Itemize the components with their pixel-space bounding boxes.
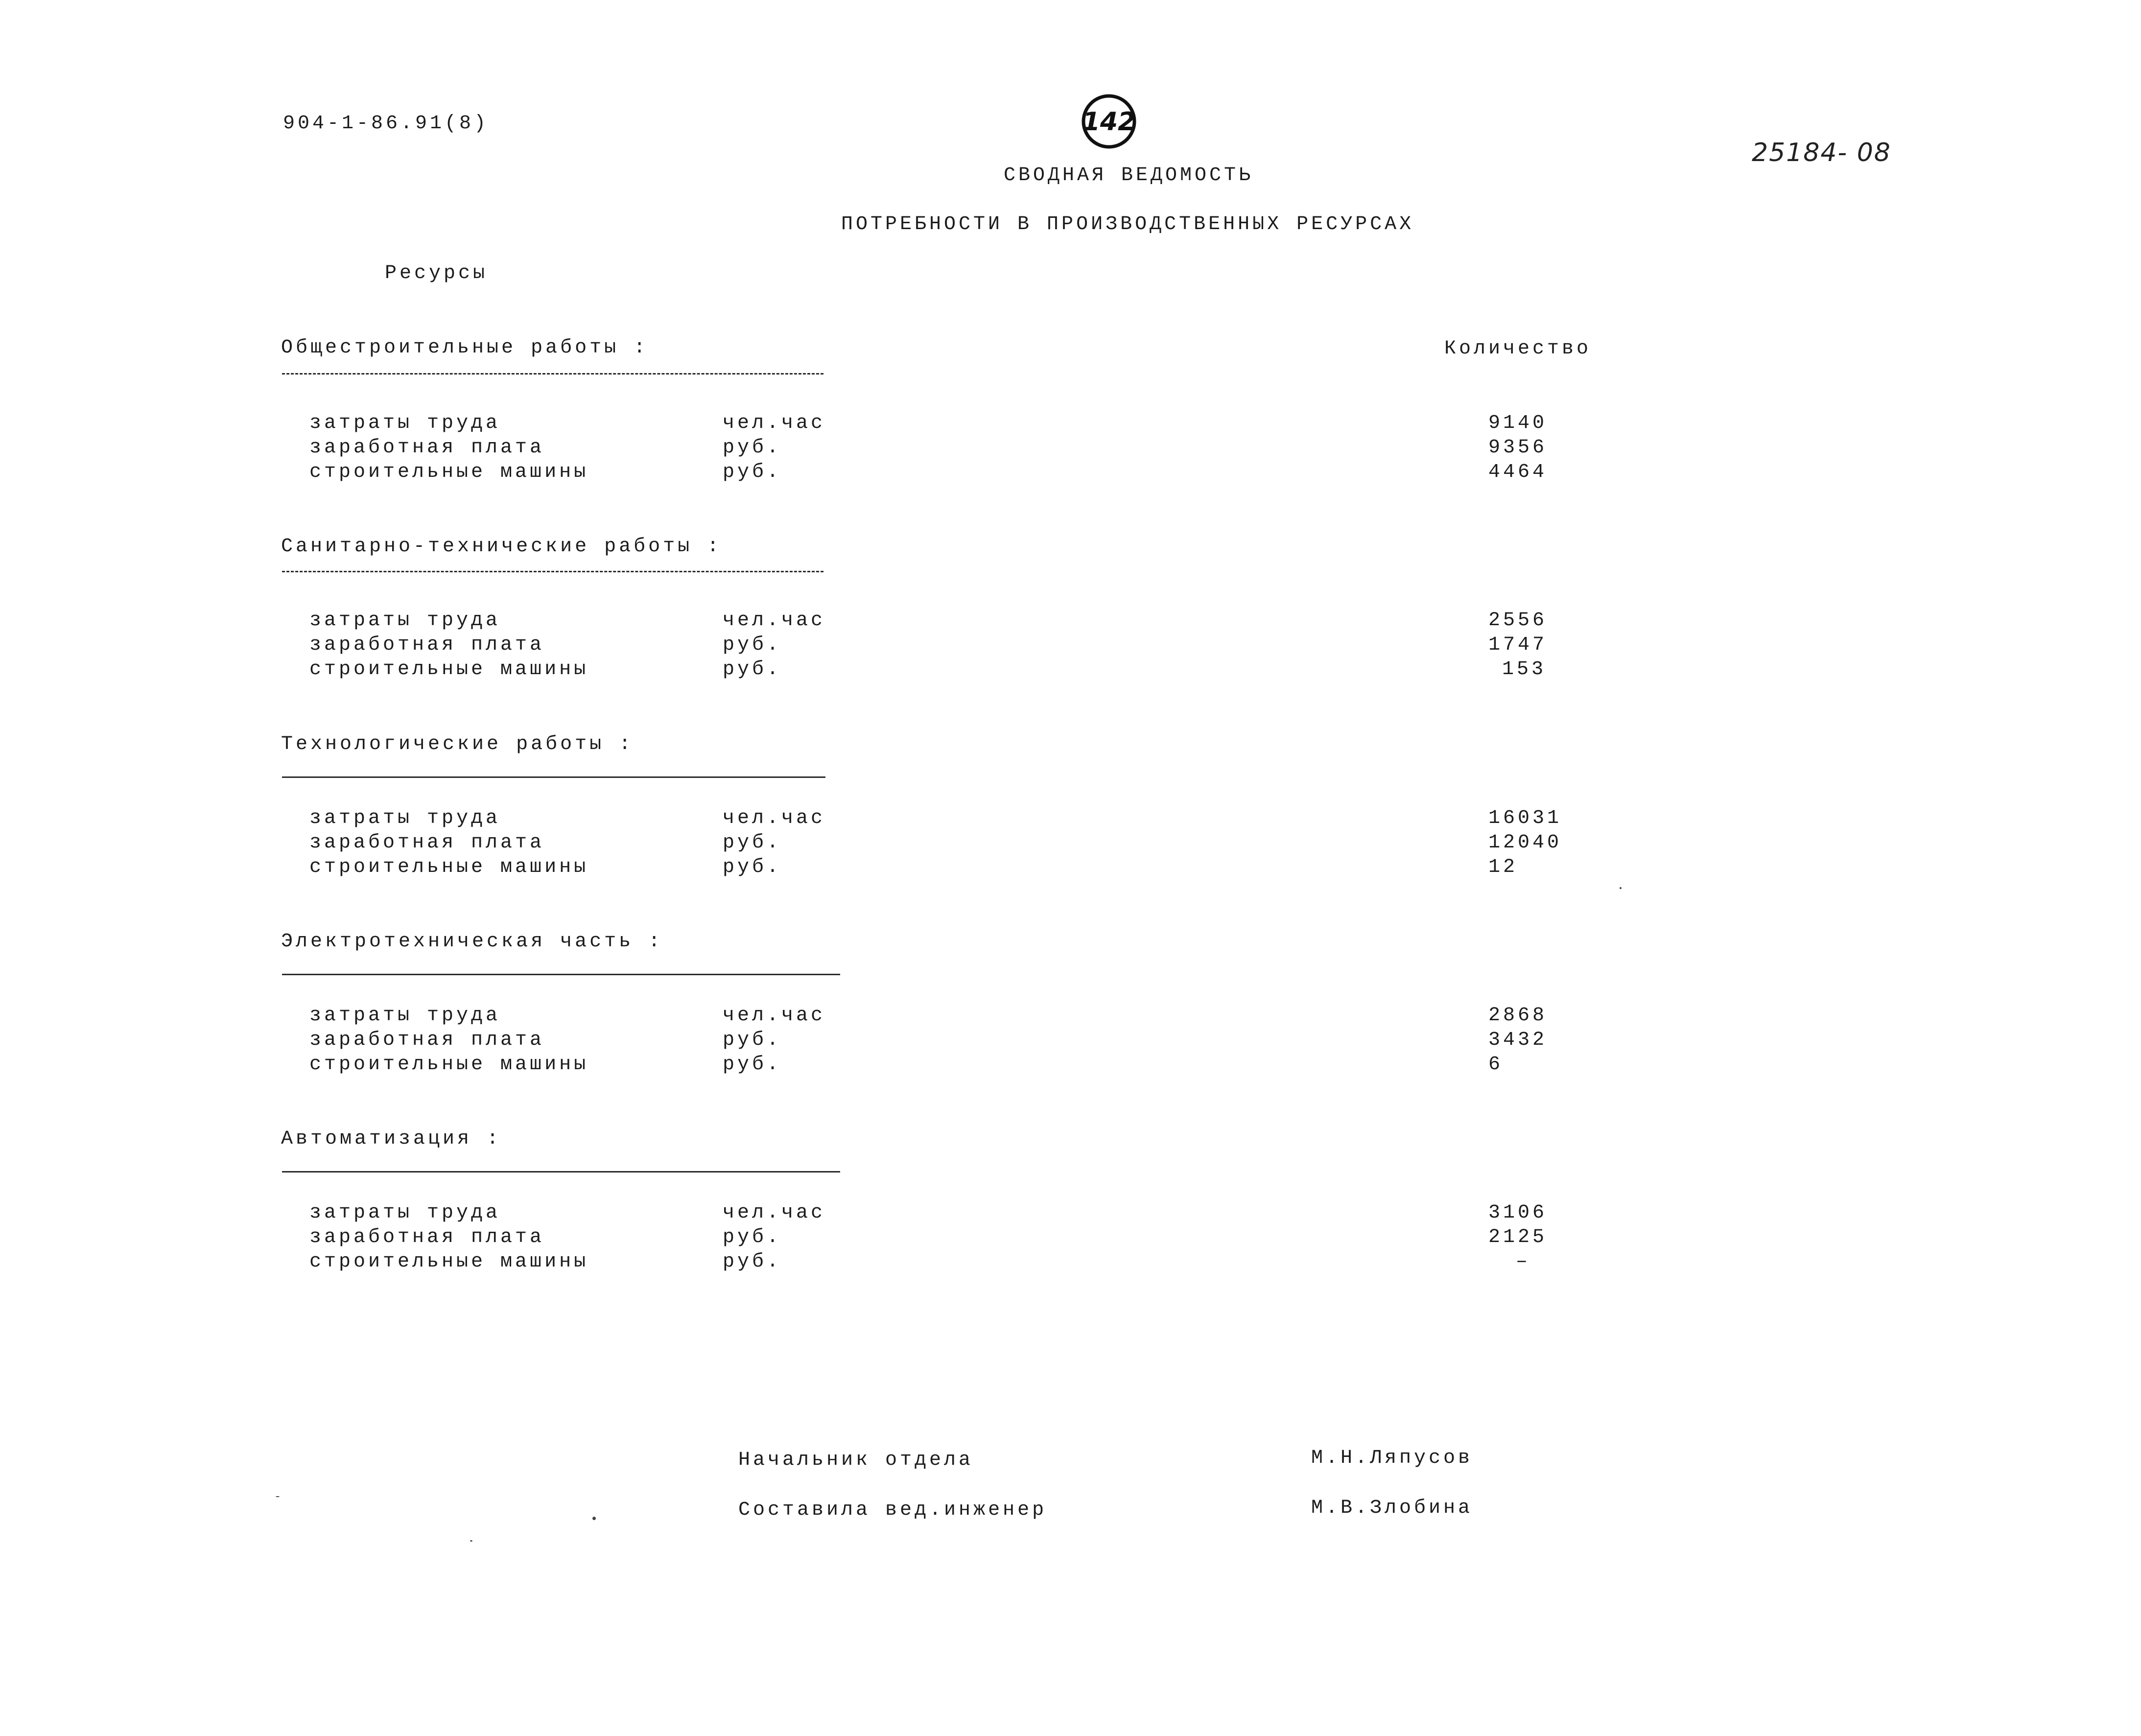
row-name: строительные машины — [309, 1054, 589, 1076]
row-value: 12 — [1488, 856, 1518, 878]
document-code: 904-1-86.91(8) — [283, 113, 489, 135]
section-title: Электротехническая часть : — [281, 931, 663, 953]
row-value: 12040 — [1488, 832, 1562, 854]
row-value: 16031 — [1488, 807, 1562, 829]
row-unit: руб. — [723, 1251, 782, 1273]
row-unit: руб. — [723, 461, 782, 483]
row-unit: руб. — [723, 1029, 782, 1051]
section-underline — [282, 571, 823, 572]
row-name: заработная плата — [309, 832, 545, 854]
row-name: заработная плата — [309, 634, 545, 656]
scan-speck — [470, 1540, 472, 1542]
row-name: строительные машины — [309, 461, 589, 483]
row-unit: руб. — [723, 437, 782, 459]
row-name: заработная плата — [309, 1226, 545, 1248]
section-underline — [282, 373, 823, 375]
row-unit: руб. — [723, 658, 782, 680]
row-name: строительные машины — [309, 658, 589, 680]
row-name: затраты труда — [309, 412, 501, 434]
row-value: 2868 — [1488, 1005, 1548, 1027]
row-name: заработная плата — [309, 437, 545, 459]
row-unit: руб. — [723, 1054, 782, 1076]
signature-role: Начальник отдела — [738, 1449, 974, 1471]
row-name: затраты труда — [309, 1005, 501, 1027]
row-unit: чел.час — [723, 807, 826, 829]
section-title: Общестроительные работы : — [281, 337, 649, 359]
row-unit: чел.час — [723, 610, 826, 632]
document-title: СВОДНАЯ ВЕДОМОСТЬ — [1004, 164, 1254, 187]
row-name: заработная плата — [309, 1029, 545, 1051]
row-unit: чел.час — [723, 1005, 826, 1027]
stamp-number: 142 — [1082, 107, 1136, 137]
row-unit: руб. — [723, 832, 782, 854]
scan-speck — [592, 1517, 596, 1520]
row-unit: руб. — [723, 1226, 782, 1248]
row-name: строительные машины — [309, 856, 589, 878]
row-unit: руб. — [723, 634, 782, 656]
page-number-stamp — [1081, 93, 1137, 150]
row-name: затраты труда — [309, 610, 501, 632]
row-value: 4464 — [1488, 461, 1548, 483]
row-unit: руб. — [723, 856, 782, 878]
row-value: 153 — [1502, 658, 1547, 680]
section-title: Технологические работы : — [281, 733, 634, 755]
signature-name: М.В.Злобина — [1311, 1497, 1473, 1519]
section-underline — [282, 1171, 840, 1173]
row-value: 3432 — [1488, 1029, 1548, 1051]
signature-name: М.Н.Ляпусов — [1311, 1447, 1473, 1469]
section-title: Санитарно-технические работы : — [281, 536, 722, 558]
section-underline — [282, 974, 840, 975]
section-underline — [282, 776, 825, 778]
row-value: 3106 — [1488, 1202, 1548, 1224]
row-value: 2125 — [1488, 1226, 1548, 1248]
row-value: 2556 — [1488, 610, 1548, 632]
row-name: строительные машины — [309, 1251, 589, 1273]
row-name: затраты труда — [309, 807, 501, 829]
scan-speck — [1620, 887, 1622, 889]
resources-label: Ресурсы — [385, 262, 488, 284]
row-value: – — [1516, 1251, 1531, 1273]
row-value: 9356 — [1488, 437, 1548, 459]
scan-speck — [276, 1496, 280, 1497]
row-value: 1747 — [1488, 634, 1548, 656]
section-title: Автоматизация : — [281, 1128, 502, 1150]
document-subtitle: ПОТРЕБНОСТИ В ПРОИЗВОДСТВЕННЫХ РЕСУРСАХ — [841, 213, 1414, 235]
row-value: 6 — [1488, 1054, 1504, 1076]
row-unit: чел.час — [723, 412, 826, 434]
handwritten-number: 25184- 08 — [1752, 138, 1891, 167]
row-unit: чел.час — [723, 1202, 826, 1224]
row-name: затраты труда — [309, 1202, 501, 1224]
row-value: 9140 — [1488, 412, 1548, 434]
quantity-column-header: Количество — [1444, 338, 1592, 360]
signature-role: Составила вед.инженер — [738, 1499, 1047, 1521]
